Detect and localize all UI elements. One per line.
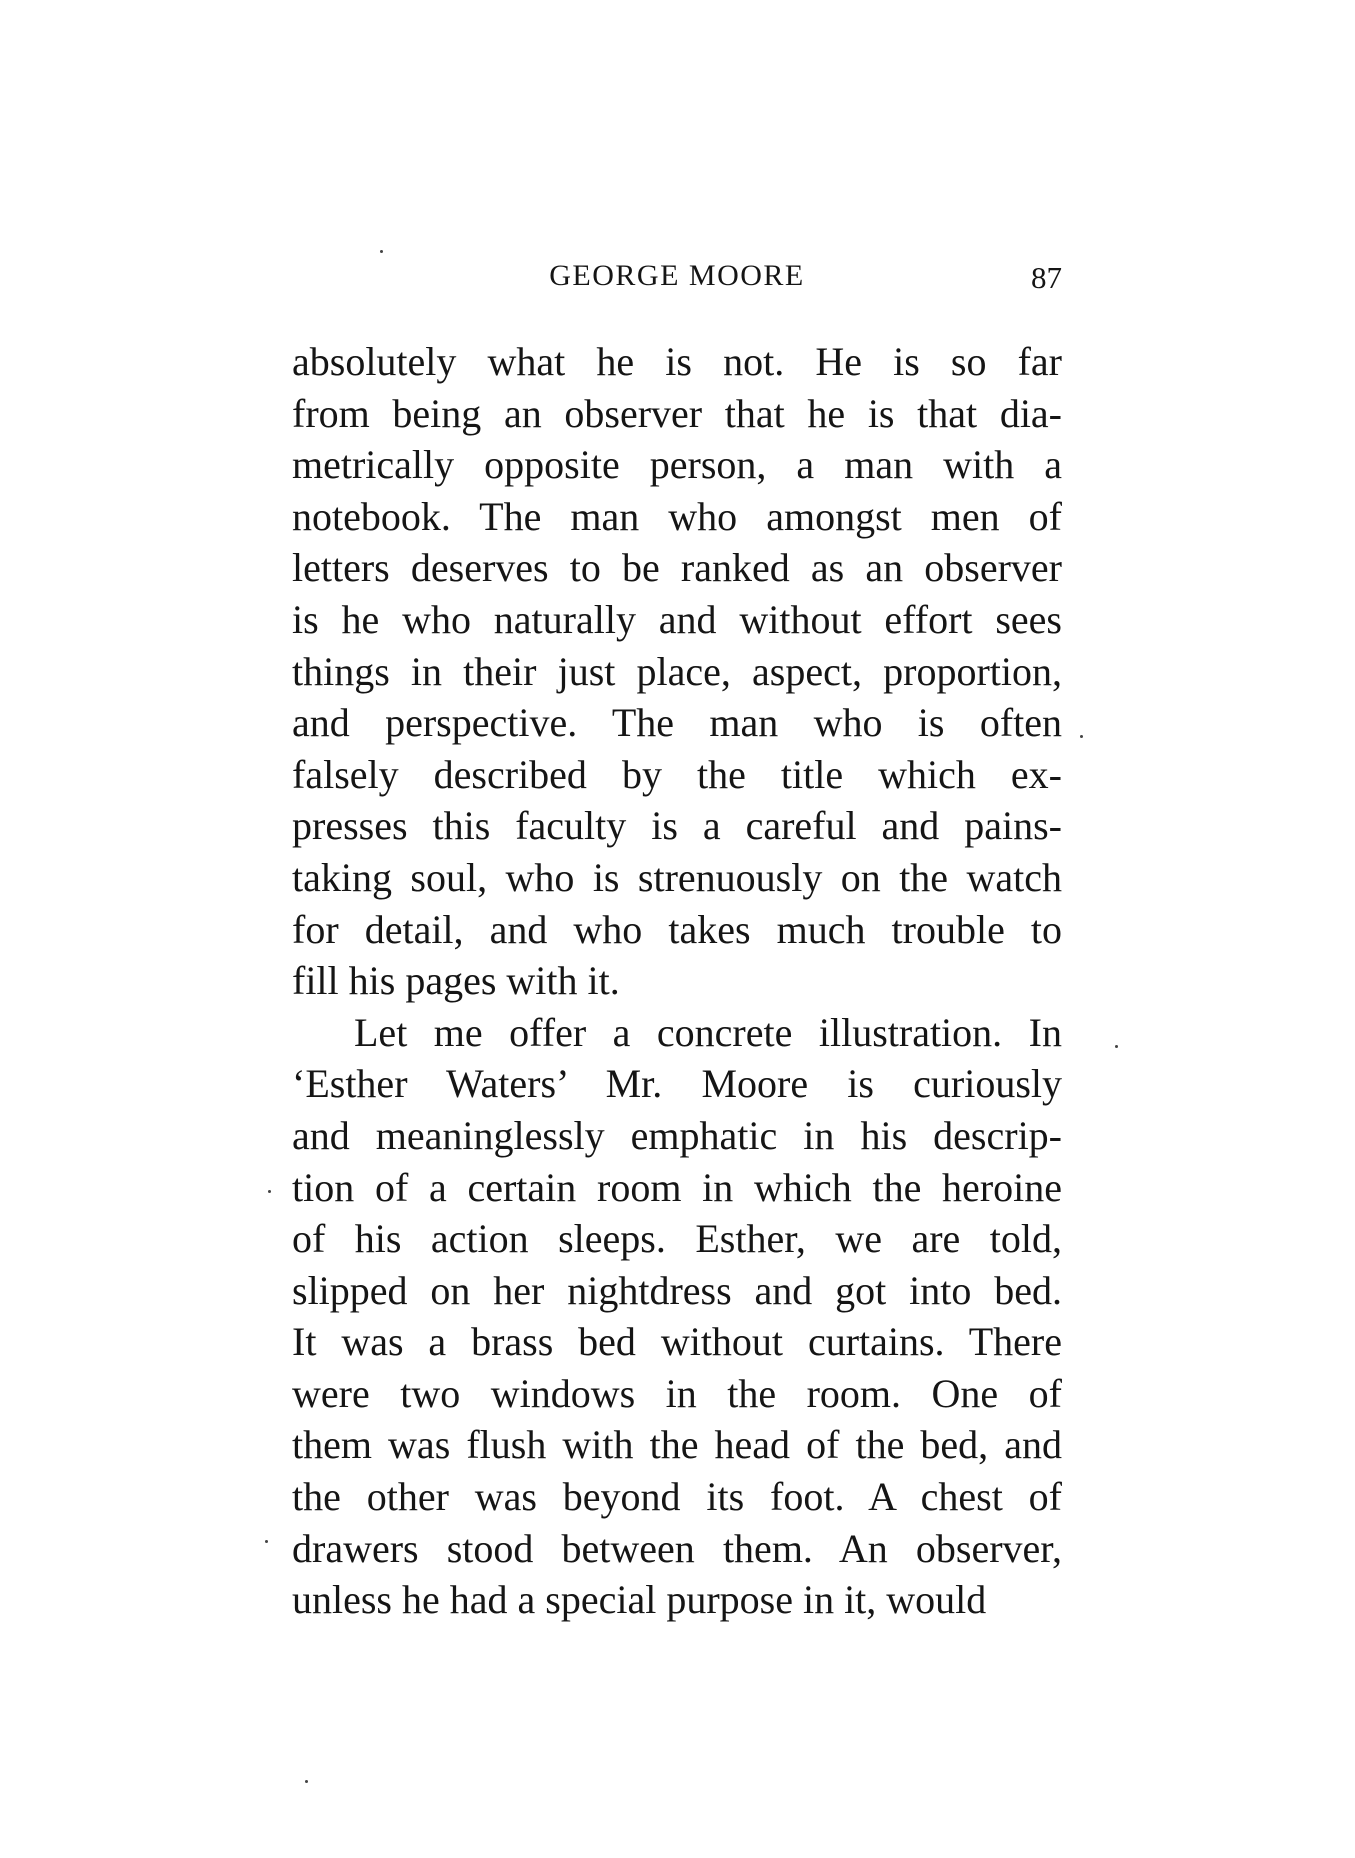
text-line: of his action sleeps. Esther, we are told, — [292, 1216, 1062, 1262]
text-line: It was a brass bed without curtains. There — [292, 1319, 1062, 1365]
text-line: notebook. The man who amongst men of — [292, 493, 1062, 539]
page-number: 87 — [1031, 260, 1062, 295]
paragraph — [292, 1007, 1062, 1626]
text-line: them was flush with the head of the bed, and — [292, 1422, 1062, 1468]
text-line: the other was beyond its foot. A chest of — [292, 1474, 1062, 1520]
text-line: letters deserves to be ranked as an observer — [292, 545, 1062, 591]
text-line: Let me offer a concrete illustration. In — [354, 1009, 1062, 1055]
text-line: falsely described by the title which ex- — [292, 751, 1062, 797]
print-speck — [265, 1540, 268, 1543]
text-line: were two windows in the room. One of — [292, 1370, 1062, 1416]
print-speck — [1080, 735, 1083, 738]
text-line: unless he had a special purpose in it, would — [292, 1577, 987, 1623]
print-speck — [305, 1780, 308, 1783]
text-line: things in their just place, aspect, proportion, — [292, 648, 1062, 694]
print-speck — [1115, 1045, 1118, 1048]
text-line: is he who naturally and without effort sees — [292, 596, 1062, 642]
text-line: drawers stood between them. An observer, — [292, 1525, 1062, 1571]
text-line: from being an observer that he is that dia- — [292, 390, 1062, 436]
text-line: for detail, and who takes much trouble to — [292, 906, 1062, 952]
print-speck — [268, 1190, 271, 1193]
running-head — [292, 256, 1062, 296]
text-line: and perspective. The man who is often — [292, 700, 1062, 746]
print-speck — [380, 250, 383, 253]
text-line: absolutely what he is not. He is so far — [292, 339, 1062, 384]
text-line: tion of a certain room in which the heroine — [292, 1164, 1062, 1210]
text-line: and meaninglessly emphatic in his descrip- — [292, 1112, 1062, 1158]
text-line: metrically opposite person, a man with a — [292, 442, 1062, 488]
body-text — [292, 336, 1062, 1626]
text-line: presses this faculty is a careful and pains- — [292, 803, 1062, 849]
paragraph — [292, 336, 1062, 1007]
text-line: ‘Esther Waters’ Mr. Moore is curiously — [292, 1061, 1062, 1107]
text-line: slipped on her nightdress and got into bed. — [292, 1267, 1062, 1313]
text-line: taking soul, who is strenuously on the watch — [292, 854, 1062, 900]
text-line: fill his pages with it. — [292, 958, 620, 1004]
running-title: GEORGE MOORE — [549, 259, 805, 292]
